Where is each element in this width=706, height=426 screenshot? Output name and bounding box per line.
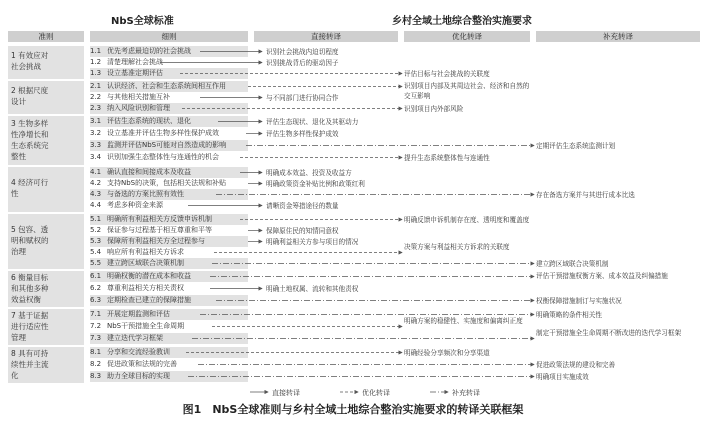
indicator-text: 设立基准定期评估 <box>107 69 163 77</box>
indicator-number: 7.3 <box>90 334 102 342</box>
direct-item-4: 评估生态现状、退化及其驱动力 <box>266 117 359 126</box>
criterion-label: 4 经济可行 性 <box>11 178 49 198</box>
supplement-item-6: 明确策略的条件相关性 <box>536 310 602 319</box>
indicator-text: NbS干预措施全生命周期 <box>107 322 185 330</box>
indicator-number: 2.2 <box>90 93 102 101</box>
criterion-label: 7 基于证据 进行适应性 管理 <box>11 311 49 342</box>
direct-item-5: 评估生物多样性保护成效 <box>266 129 339 138</box>
indicator-text: 确认直接和间接成本及收益 <box>107 168 191 176</box>
supplement-item-7: 制定干预措施全生命周期不断改进的迭代学习框架 <box>536 329 682 337</box>
land-consolidation-title: 乡村全域土地综合整治实施要求 <box>392 16 532 27</box>
indicator-number: 3.4 <box>90 153 102 161</box>
indicator-text: 明确所有利益相关方反馈申诉机制 <box>107 215 212 223</box>
criterion-label: 8 具有可持 续性并主流 化 <box>11 349 49 380</box>
direct-item-3: 与不同部门进行协同合作 <box>266 93 339 102</box>
indicator-text: 监测并评估NbS可能对自然造成的影响 <box>107 141 227 149</box>
indicator-number: 4.1 <box>90 168 102 176</box>
criterion-label: 2 根据尺度 设计 <box>11 86 49 106</box>
optimize-item-5: 明确反馈申诉机制存在度、透明度和覆盖度 <box>404 215 530 224</box>
direct-item-8: 请晰资金筹措途径的数量 <box>266 201 339 210</box>
indicator-text: 支持NbS的决策，包括相关法规和补贴 <box>107 179 227 187</box>
legend-supplement: 补充转译 <box>452 389 480 397</box>
indicator-number: 8.3 <box>90 372 102 380</box>
optimize-item-6: 决策方案与利益相关方诉求的关联度 <box>404 243 510 251</box>
indicator-number: 6.1 <box>90 272 102 280</box>
indicator-text: 促进政策和法规的完善 <box>107 360 177 368</box>
indicator-text: 与备选的方案比照有效性 <box>107 190 184 198</box>
direct-item-9: 保障原住民的知情同意权 <box>266 226 339 235</box>
direct-item-10: 明确利益相关方参与项目的情况 <box>266 237 359 246</box>
indicator-text: 认识经济、社会和生态系统间相互作用 <box>107 82 226 90</box>
indicator-number: 1.3 <box>90 69 102 77</box>
figure-caption: 图1 NbS全球准则与乡村全域土地综合整治实施要求的转译关联框架 <box>182 403 524 416</box>
supplement-item-1: 定期评估生态系统监测计划 <box>536 141 616 150</box>
indicator-text: 建立迭代学习框架 <box>107 334 163 342</box>
indicator-number: 2.3 <box>90 104 102 112</box>
supplement-item-2: 存在备选方案并与其进行成本比选 <box>536 190 635 199</box>
indicator-text: 评估生态系统的现状、退化 <box>107 117 191 125</box>
indicator-text: 明确权衡的潜在成本和收益 <box>107 272 191 280</box>
header-supplement: 补充转译 <box>536 31 700 42</box>
direct-item-2: 识别挑战背后的驱动因子 <box>266 58 339 67</box>
indicator-number: 8.1 <box>90 348 102 356</box>
indicator-number: 5.5 <box>90 259 102 267</box>
indicator-number: 7.1 <box>90 310 102 318</box>
indicator-number: 5.4 <box>90 248 102 256</box>
supplement-item-4: 评估干预措施权衡方案、成本效益及纠偏措施 <box>536 272 668 280</box>
indicator-text: 设立基准并评估生物多样性保护成效 <box>107 129 219 137</box>
header-optimize: 优化转译 <box>404 31 530 42</box>
indicator-text: 清楚理解社会挑战 <box>107 58 163 66</box>
header-direct: 直接转译 <box>254 31 398 42</box>
indicator-text: 纳入风险识别和管理 <box>107 104 170 112</box>
indicator-number: 7.2 <box>90 322 102 330</box>
indicator-number: 4.2 <box>90 179 102 187</box>
criterion-label: 5 包容、透 明和赋权的 治理 <box>11 225 49 256</box>
optimize-item-7: 明确方案的稳健性、实施度和偏离纠正度 <box>404 317 523 325</box>
indicator-number: 2.1 <box>90 82 102 90</box>
indicator-text: 优先考虑最迫切的社会挑战 <box>107 47 191 55</box>
criterion-label: 1 有效应对 社会挑战 <box>11 51 49 71</box>
optimize-item-8: 明确经验分享频次和分享渠道 <box>404 348 490 357</box>
direct-item-6: 明确成本效益、投资及收益方 <box>266 168 352 177</box>
optimize-item-3: 识别项目内外部风险 <box>404 104 464 113</box>
direct-item-7: 明确政策资金补贴比例和政策红利 <box>266 179 365 188</box>
indicator-text: 响应所有利益相关方诉求 <box>107 248 184 256</box>
indicator-number: 8.2 <box>90 360 102 368</box>
supplement-item-3: 建立跨区域联合决策机制 <box>536 259 609 268</box>
indicator-number: 5.2 <box>90 226 102 234</box>
supplement-item-5: 权衡保障措施制订与实施状况 <box>536 296 622 305</box>
direct-item-11: 明确土地权属、流转和其他责权 <box>266 284 359 293</box>
optimize-item-1: 评估目标与社会挑战的关联度 <box>404 69 490 78</box>
criterion-label: 3 生物多样 性净增长和 生态系统完 整性 <box>11 119 49 161</box>
indicator-text: 尊重利益相关方相关责权 <box>107 284 184 292</box>
indicator-number: 1.1 <box>90 47 102 55</box>
indicator-text: 开展定期监测和评估 <box>107 310 170 318</box>
indicator-text: 保障所有利益相关方全过程参与 <box>107 237 205 245</box>
indicator-text: 分享和交流经验教训 <box>107 348 170 356</box>
indicator-number: 3.1 <box>90 117 102 125</box>
nbs-standard-title: NbS全球标准 <box>111 16 174 27</box>
indicator-text: 助力全球目标的实现 <box>107 372 170 380</box>
header-indicators: 细则 <box>90 31 248 42</box>
indicator-text: 定期检查已建立的保障措施 <box>107 296 191 304</box>
supplement-item-8: 促进政策法规的建设和完善 <box>536 360 616 369</box>
legend-optimize: 优化转译 <box>362 389 390 397</box>
header-criteria: 准则 <box>8 31 84 42</box>
indicator-number: 4.4 <box>90 201 102 209</box>
indicator-number: 4.3 <box>90 190 102 198</box>
optimize-item-4: 提升生态系统整体性与连通性 <box>404 153 490 162</box>
indicator-number: 3.3 <box>90 141 102 149</box>
indicator-number: 5.1 <box>90 215 102 223</box>
legend-direct: 直接转译 <box>272 389 300 397</box>
indicator-number: 6.3 <box>90 296 102 304</box>
indicator-text: 保证参与过程基于相互尊重和平等 <box>107 226 212 234</box>
supplement-item-9: 明确项目实施成效 <box>536 372 589 381</box>
direct-item-1: 识别社会挑战内迫切程度 <box>266 47 339 56</box>
criterion-label: 6 衡量目标 和其他多种 效益权衡 <box>11 273 49 304</box>
indicator-text: 建立跨区域联合决策机制 <box>107 259 184 267</box>
indicator-number: 3.2 <box>90 129 102 137</box>
indicator-text: 与其他相关措施互补 <box>107 93 170 101</box>
indicator-text: 识别加强生态整体性与连通性的机会 <box>107 153 219 161</box>
indicator-number: 1.2 <box>90 58 102 66</box>
indicator-number: 6.2 <box>90 284 102 292</box>
indicator-text: 考虑多种资金来源 <box>107 201 163 209</box>
indicator-number: 5.3 <box>90 237 102 245</box>
optimize-item-2: 识别项目内部及其周边社会、经济和自然的交互影响 <box>404 82 530 100</box>
